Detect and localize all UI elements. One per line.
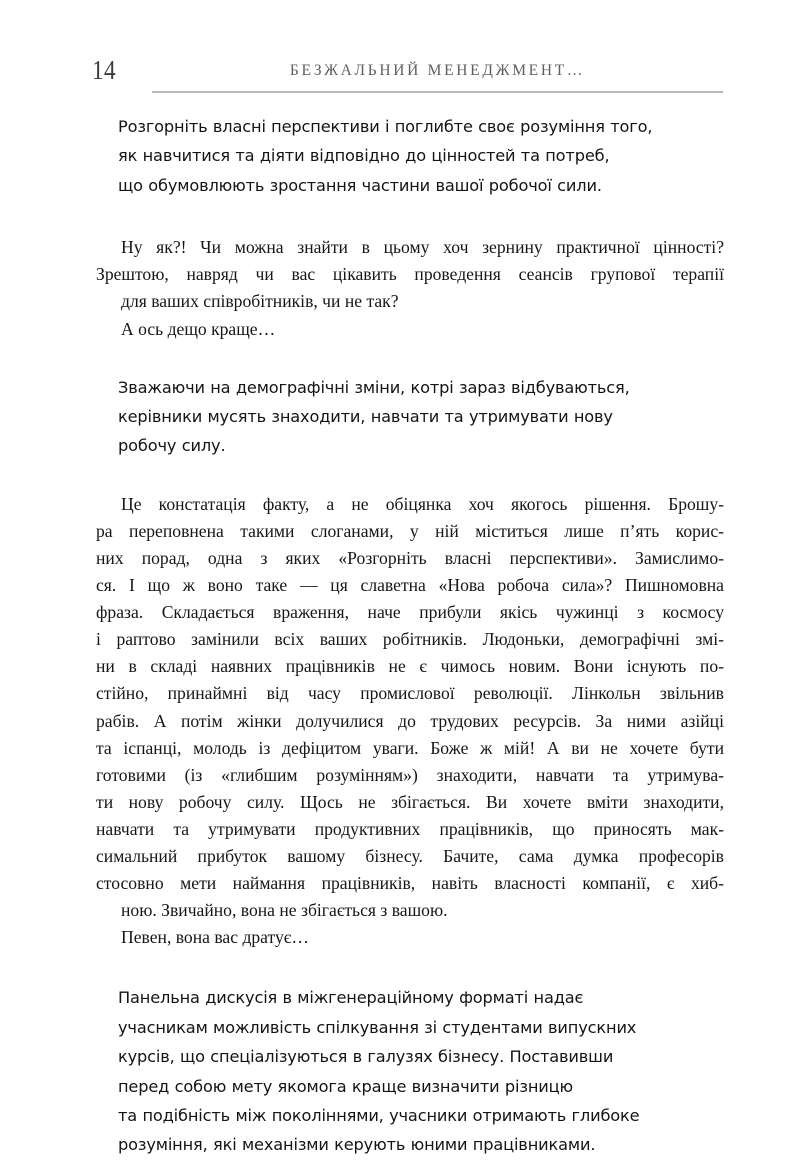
- extract-line: Зважаючи на демографічні зміни, котрі зараз відбуваються,: [118, 377, 630, 397]
- body-line: Певен, вона вас дратує…: [121, 927, 309, 948]
- extract-line: Панельна дискусія в міжгенераційному форматі надає: [118, 988, 584, 1008]
- body-line: готовими (із «глибшим розумінням») знаходити, навчати та утримува-: [96, 764, 724, 785]
- extract-line: розуміння, які механізми керують юними працівниками.: [118, 1135, 596, 1155]
- extract-block-3: [118, 983, 718, 1159]
- block-spacer: [96, 200, 724, 234]
- extract-block-2: [118, 373, 718, 461]
- extract-line: робочу силу.: [118, 436, 226, 456]
- body-paragraph-1: [96, 234, 724, 342]
- header-divider: [152, 91, 723, 93]
- extract-line: Розгорніть власні перспективи і поглибте своє розуміння того,: [118, 117, 653, 136]
- extract-line: як навчитися та діяти відповідно до цінностей та потреб,: [118, 146, 610, 166]
- extract-line: курсів, що спеціалізуються в галузях бізнесу. Поставивши: [118, 1047, 614, 1067]
- body-line: симальний прибуток вашому бізнесу. Бачите, сама думка професорів: [96, 846, 724, 867]
- body-line: Ну як?! Чи можна знайти в цьому хоч зернину практичної цінності?: [121, 237, 724, 258]
- block-spacer: [96, 951, 724, 983]
- block-spacer: [96, 461, 724, 491]
- body-line: і раптово замінили всіх ваших робітників. Людоньки, демографічні змі-: [96, 629, 724, 650]
- body-line: ра переповнена такими слоганами, у ній міститься лише п’ять корис-: [96, 520, 724, 541]
- body-line: навчати та утримувати продуктивних працівників, що приносять мак-: [96, 818, 724, 839]
- extract-block-1: [118, 112, 718, 200]
- text-column: [96, 112, 724, 1160]
- extract-line: та подібність між поколіннями, учасники отримають глибоке: [118, 1106, 640, 1126]
- body-line: ною. Звичайно, вона не збігається з вашою.: [121, 900, 448, 921]
- body-line: рабів. А потім жінки долучилися до трудових ресурсів. За ними азійці: [96, 710, 724, 731]
- extract-line: що обумовлюють зростання частини вашої робочої сили.: [118, 175, 602, 195]
- extract-line: перед собою мету якомога краще визначити різницю: [118, 1076, 574, 1096]
- body-line: А ось дещо краще…: [121, 318, 276, 339]
- body-line: стосовно мети наймання працівників, навіть власності компанії, є хиб-: [96, 873, 724, 894]
- body-line: Зрештою, навряд чи вас цікавить проведення сеансів групової терапії: [96, 264, 724, 285]
- extract-line: учасникам можливість спілкування зі студентами випускних: [118, 1017, 637, 1037]
- running-head: [0, 55, 800, 101]
- block-spacer: [96, 343, 724, 373]
- body-line: ся. І що ж воно таке — ця славетна «Нова робоча сила»? Пишномовна: [96, 575, 724, 596]
- body-line: фраза. Складається враження, наче прибули якісь чужинці з космосу: [96, 602, 724, 623]
- body-line: для ваших співробітників, чи не так?: [121, 291, 399, 312]
- body-line: них порад, одна з яких «Розгорніть власні перспективи». Замислимо-: [96, 548, 724, 568]
- extract-line: керівники мусять знаходити, навчати та утримувати нову: [118, 407, 613, 426]
- body-paragraph-2: [96, 491, 724, 952]
- page-number: 14: [92, 55, 117, 85]
- running-head-title: БЕЗЖАЛЬНИЙ МЕНЕДЖМЕНТ…: [289, 62, 586, 79]
- body-line: та іспанці, молодь із дефіцитом уваги. Боже ж мій! А ви не хочете бути: [96, 737, 724, 758]
- body-line: ни в складі наявних працівників не є чимось новим. Вони існують по-: [96, 656, 724, 677]
- body-line: ти нову робочу силу. Щось не збігається. Ви хочете вміти знаходити,: [96, 791, 724, 812]
- body-line: стійно, принаймні від часу промислової революції. Лінкольн звільнив: [96, 683, 724, 704]
- body-line: Це констатація факту, а не обіцянка хоч якогось рішення. Брошу-: [121, 493, 724, 514]
